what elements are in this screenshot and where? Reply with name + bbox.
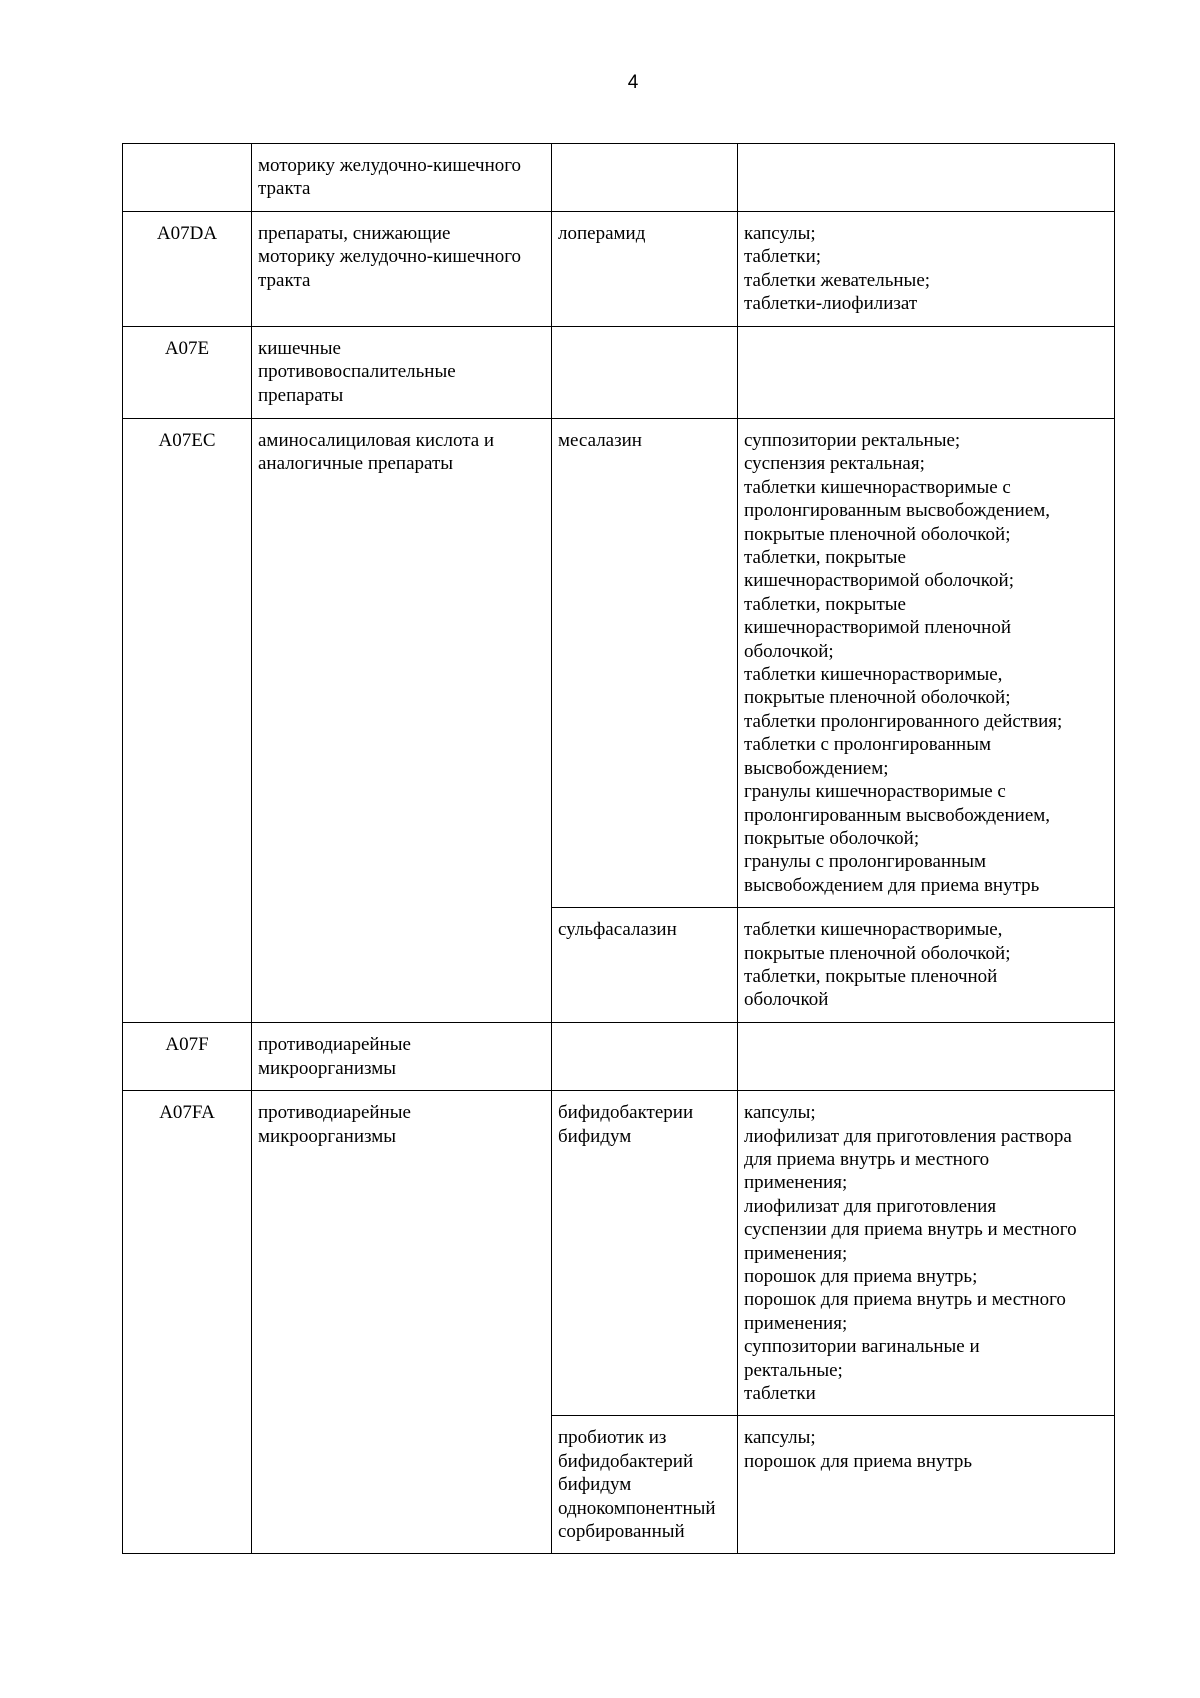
group-cell: моторику желудочно-кишечного тракта (252, 144, 552, 212)
atc-code-cell: A07F (123, 1023, 252, 1091)
drug-cell: бифидобактерии бифидум (552, 1091, 738, 1416)
forms-cell (738, 1023, 1115, 1091)
drug-cell (552, 144, 738, 212)
group-cell: кишечные противовоспалительные препараты (252, 327, 552, 419)
drug-table (122, 143, 1115, 1554)
group-cell: противодиарейные микроорганизмы (252, 1091, 552, 1554)
drug-cell: пробиотик из бифидобактерий бифидум однокомпонентный сорбированный (552, 1416, 738, 1554)
group-cell: противодиарейные микроорганизмы (252, 1023, 552, 1091)
table-row (123, 327, 1115, 419)
table-row (123, 212, 1115, 327)
forms-cell: капсулы; таблетки; таблетки жевательные; таблетки-лиофилизат (738, 212, 1115, 327)
table-row (123, 1023, 1115, 1091)
forms-cell: суппозитории ректальные; суспензия ректальная; таблетки кишечнорастворимые с пролонгированным высвобождением, покрытые пленочной оболочкой; таблетки, покрытые кишечнорастворимой оболочкой; таблетки, покрытые кишечнорастворимой пленочной оболочкой; таблетки кишечнорастворимые, покрытые пленочной оболочкой; таблетки пролонгированного действия; таблетки с пролонгированным высвобождением; гранулы кишечнорастворимые с пролонгированным высвобождением, покрытые оболочкой; гранулы с пролонгированным высвобождением для приема внутрь (738, 419, 1115, 908)
forms-cell (738, 144, 1115, 212)
table-row (123, 1091, 1115, 1416)
drug-cell: лоперамид (552, 212, 738, 327)
atc-code-cell: A07E (123, 327, 252, 419)
drug-cell (552, 327, 738, 419)
forms-cell: капсулы; порошок для приема внутрь (738, 1416, 1115, 1554)
group-cell: аминосалициловая кислота и аналогичные препараты (252, 419, 552, 1023)
drug-cell: месалазин (552, 419, 738, 908)
forms-cell (738, 327, 1115, 419)
forms-cell: таблетки кишечнорастворимые, покрытые пленочной оболочкой; таблетки, покрытые пленочной оболочкой (738, 908, 1115, 1023)
group-cell: препараты, снижающие моторику желудочно-кишечного тракта (252, 212, 552, 327)
atc-code-cell: A07DA (123, 212, 252, 327)
atc-code-cell: A07EC (123, 419, 252, 1023)
drug-cell: сульфасалазин (552, 908, 738, 1023)
atc-code-cell: A07FA (123, 1091, 252, 1554)
table-row (123, 144, 1115, 212)
atc-code-cell (123, 144, 252, 212)
page-number: 4 (627, 72, 639, 93)
forms-cell: капсулы; лиофилизат для приготовления раствора для приема внутрь и местного применения; лиофилизат для приготовления суспензии для приема внутрь и местного применения; порошок для приема внутрь; порошок для приема внутрь и местного применения; суппозитории вагинальные и ректальные; таблетки (738, 1091, 1115, 1416)
drug-cell (552, 1023, 738, 1091)
table-row (123, 419, 1115, 908)
